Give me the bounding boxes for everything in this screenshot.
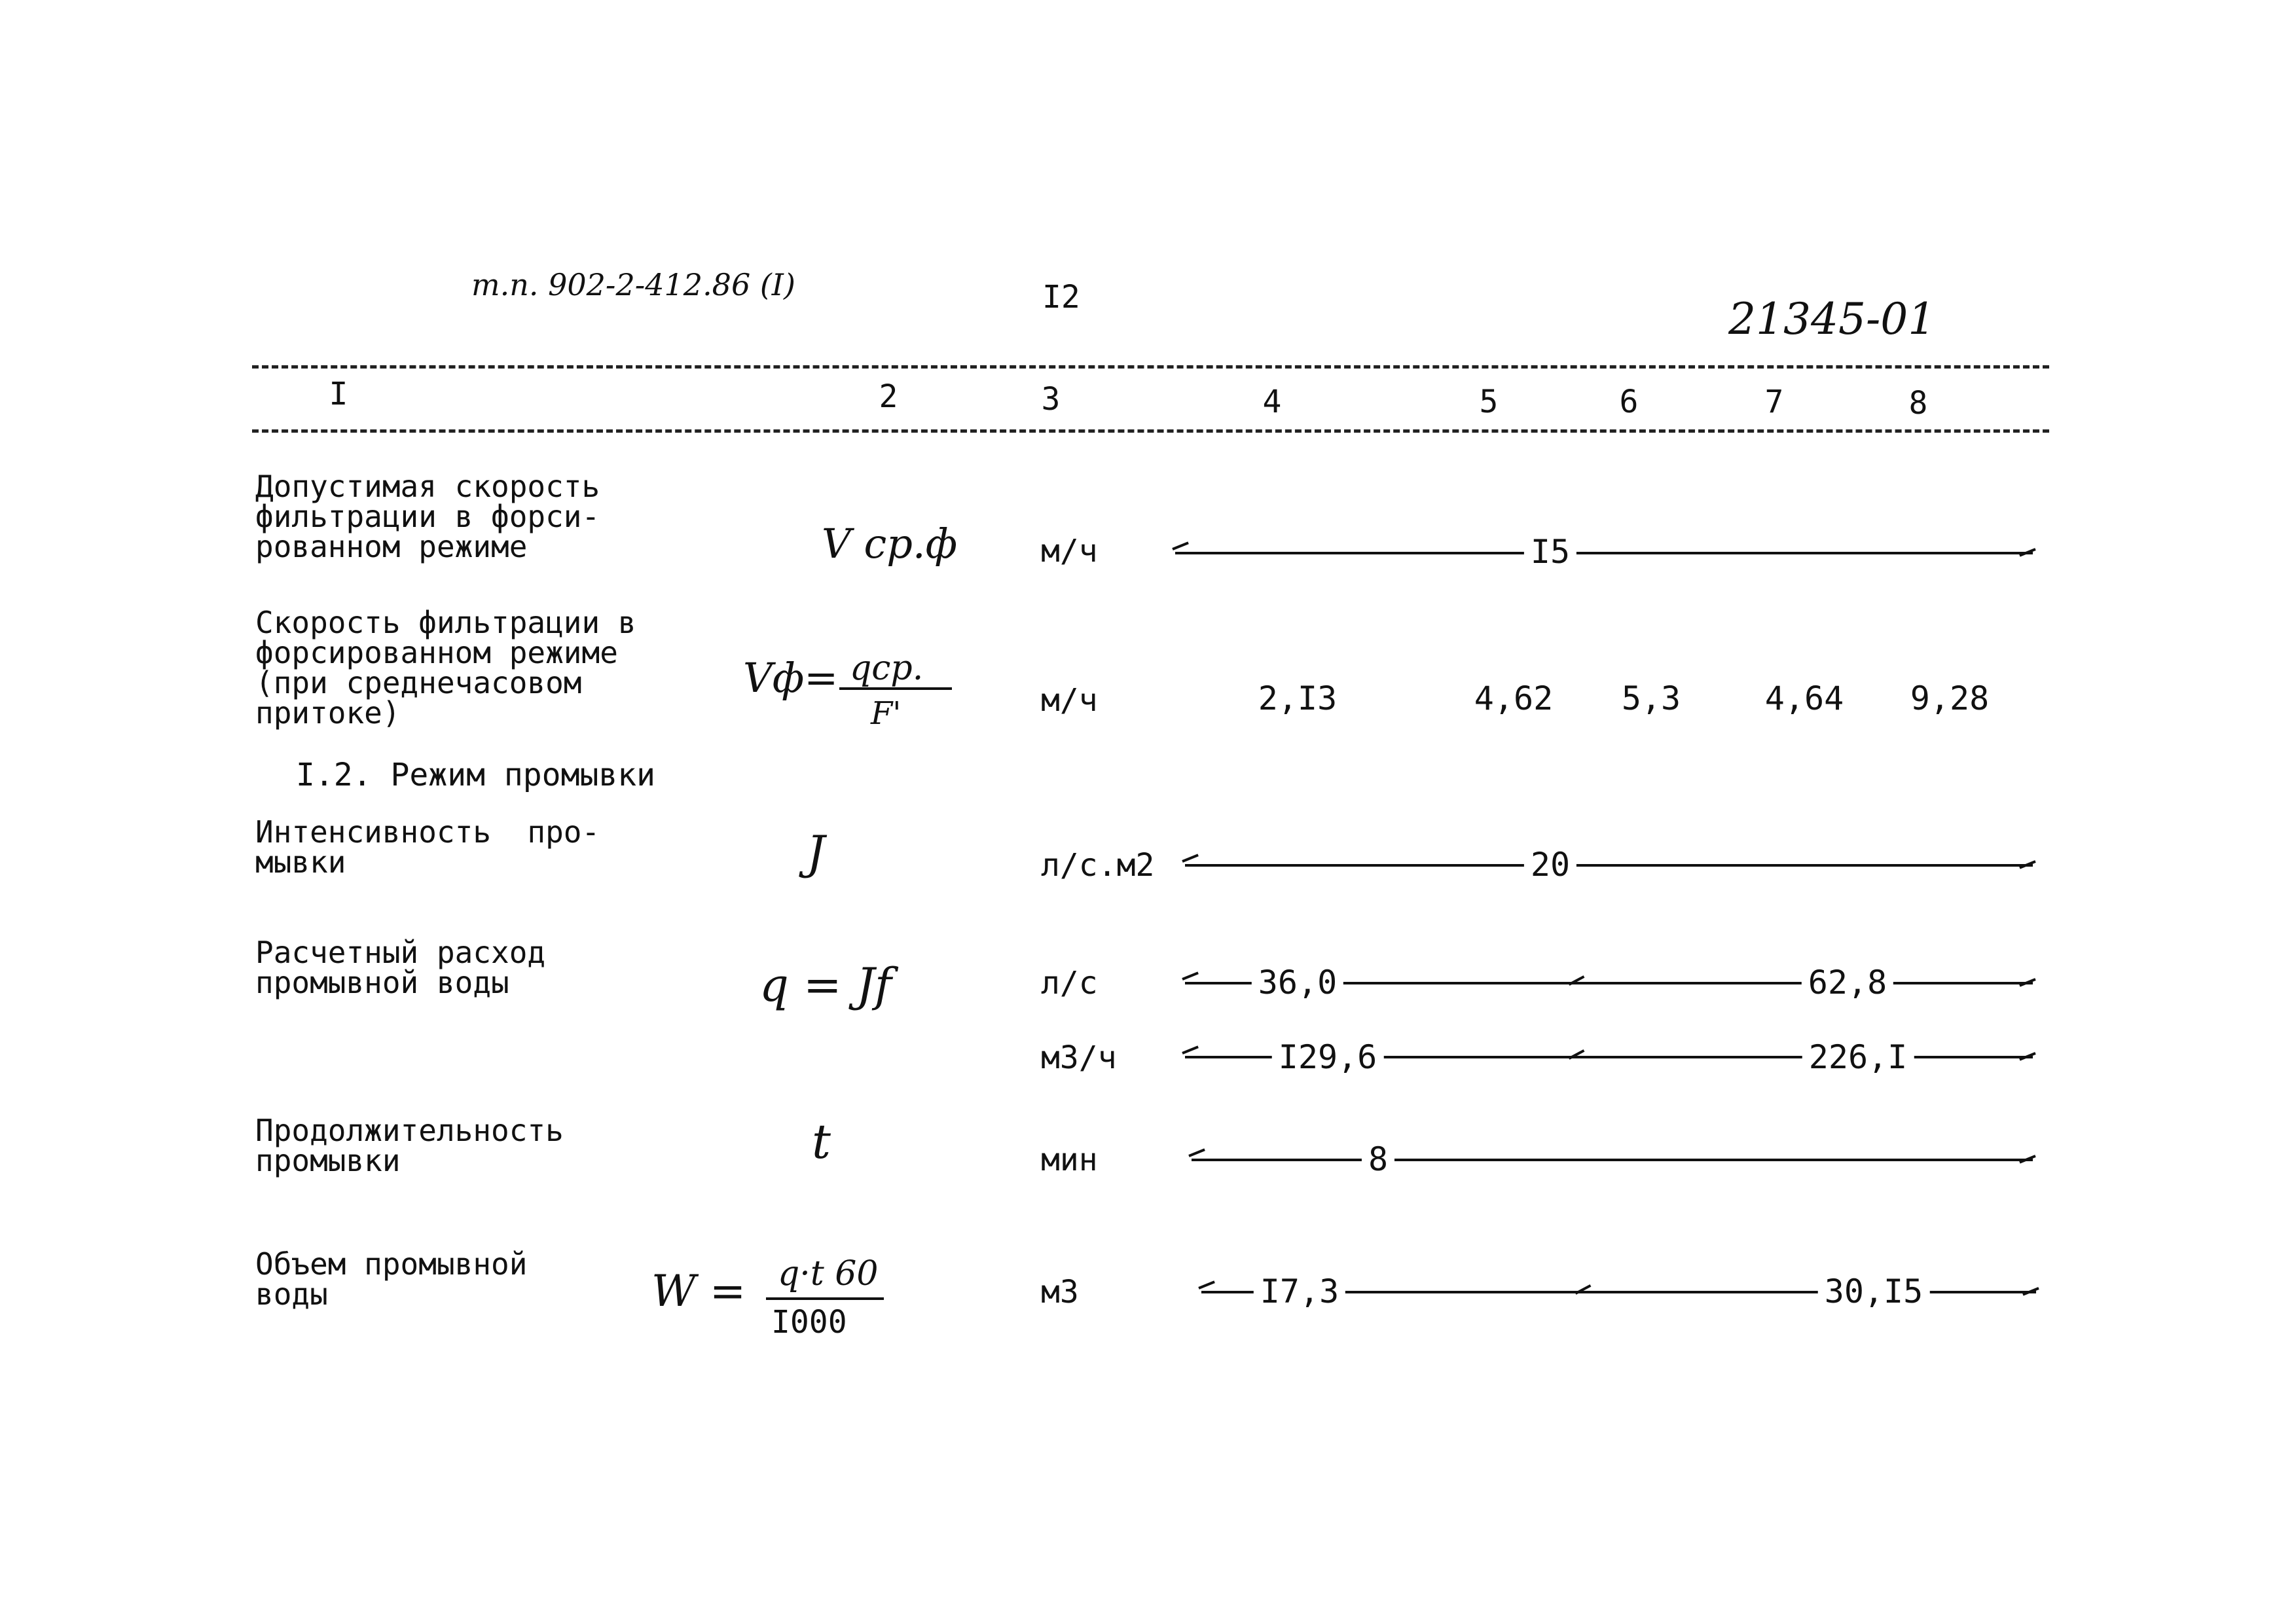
column-number-6: 6	[1619, 384, 1639, 420]
unit-row4-ls: л/с	[1041, 965, 1098, 1001]
formula-volume-fraction-bar	[766, 1297, 884, 1300]
document-code: т.п. 902-2-412.86 (I)	[471, 267, 795, 302]
range-line-row3	[1185, 864, 2033, 867]
page-number: I2	[1042, 279, 1080, 316]
inventory-number: 21345-01	[1728, 294, 1936, 344]
unit-row1: м/ч	[1041, 533, 1098, 569]
row-label-wash-intensity: Интенсивность про- мывки	[255, 814, 600, 880]
row-label-wash-volume: Объем промывной воды	[255, 1246, 528, 1312]
formula-v-f-denominator: F'	[871, 695, 902, 732]
value-row5: 8	[1362, 1143, 1394, 1176]
unit-row4-m3h: м3/ч	[1041, 1039, 1117, 1076]
range-line-row5	[1192, 1159, 2033, 1161]
column-number-8: 8	[1908, 385, 1928, 422]
value-row6-start: I7,3	[1254, 1275, 1345, 1308]
formula-v-f-numerator: qср.	[850, 649, 924, 688]
column-number-4: 4	[1262, 384, 1282, 420]
formula-v-f-lhs: Vф=	[743, 654, 839, 702]
value-row1: I5	[1524, 535, 1576, 568]
column-number-2: 2	[879, 378, 898, 415]
section-title: I.2. Режим промывки	[296, 757, 656, 793]
value-row2-col7: 4,64	[1764, 679, 1844, 717]
unit-row6: м3	[1041, 1274, 1079, 1310]
column-number-1: I	[329, 376, 348, 412]
value-row3: 20	[1524, 848, 1576, 881]
value-row6-end: 30,I5	[1818, 1275, 1930, 1308]
formula-v-avg: V ср.ф	[822, 520, 958, 568]
row-label-filtration-speed-forced: Скорость фильтрации в форсированном режиме (при среднечасовом притоке)	[255, 605, 636, 731]
value-row4-ls-start: 36,0	[1252, 966, 1343, 999]
formula-flow: q = Jf	[759, 958, 892, 1012]
range-line-row1	[1175, 552, 2033, 554]
unit-row2: м/ч	[1041, 682, 1098, 719]
value-row2-col4: 2,I3	[1258, 679, 1338, 717]
formula-volume-lhs: W =	[651, 1266, 746, 1316]
formula-intensity: J	[807, 826, 826, 880]
formula-volume-denominator: I000	[771, 1304, 847, 1341]
column-number-3: 3	[1041, 381, 1061, 418]
value-row4-ls-end: 62,8	[1802, 966, 1893, 999]
value-row2-col5: 4,62	[1474, 679, 1554, 717]
value-row4-m3h-end: 226,I	[1802, 1041, 1914, 1074]
formula-v-f-fraction-bar	[839, 687, 952, 690]
row-label-wash-flow: Расчетный расход промывной воды	[255, 935, 546, 1000]
value-row2-col6: 5,3	[1621, 679, 1681, 717]
value-row4-m3h-start: I29,6	[1272, 1041, 1384, 1074]
row-label-wash-duration: Продолжительность промывки	[255, 1113, 564, 1178]
header-rule-top	[252, 365, 2049, 369]
row-label-filtration-speed-allowed: Допустимая скорость фильтрации в форси- рованном режиме	[255, 469, 600, 564]
column-number-5: 5	[1479, 384, 1499, 420]
value-row2-col8: 9,28	[1910, 679, 1990, 717]
unit-row3: л/с.м2	[1041, 847, 1155, 884]
unit-row5: мин	[1041, 1142, 1098, 1178]
column-number-7: 7	[1764, 384, 1784, 420]
formula-duration: t	[812, 1114, 831, 1169]
header-rule-bottom	[252, 429, 2049, 433]
formula-volume-numerator: q·t 60	[778, 1254, 879, 1293]
